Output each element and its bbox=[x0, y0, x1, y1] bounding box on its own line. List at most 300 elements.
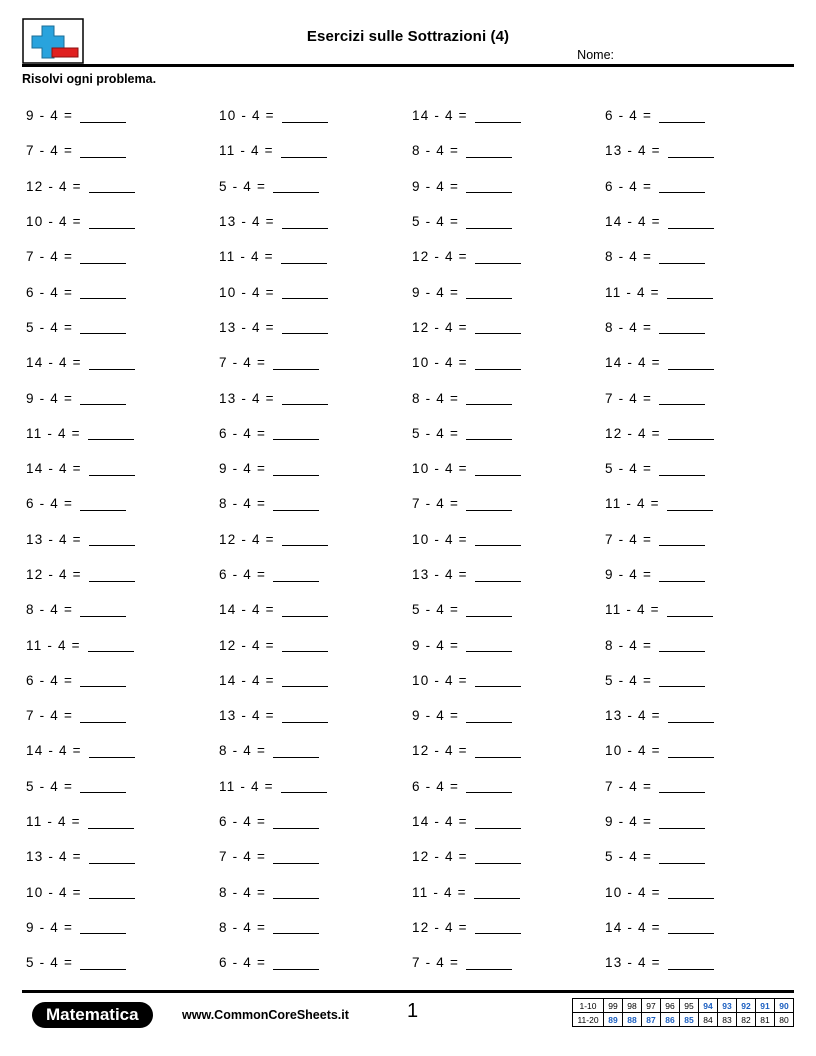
problem-expression: 13 - 4 = bbox=[605, 708, 661, 724]
problem-item bbox=[408, 910, 601, 945]
problem-item bbox=[215, 274, 408, 309]
answer-blank[interactable] bbox=[282, 320, 328, 334]
problem-item bbox=[408, 416, 601, 451]
problem-expression: 7 - 4 = bbox=[605, 531, 653, 547]
answer-key-row-2-label: 11-20 bbox=[573, 1013, 604, 1027]
problem-expression: 11 - 4 = bbox=[219, 249, 274, 265]
problem-expression: 9 - 4 = bbox=[605, 567, 653, 582]
problem-item bbox=[601, 839, 794, 874]
problem-expression: 8 - 4 = bbox=[26, 602, 74, 618]
answer-key-cell: 97 bbox=[642, 999, 661, 1013]
answer-blank[interactable] bbox=[475, 320, 521, 334]
problem-item bbox=[22, 698, 215, 733]
answer-blank[interactable] bbox=[89, 744, 135, 758]
answer-blank[interactable] bbox=[659, 320, 705, 334]
problem-item bbox=[22, 169, 215, 204]
problems-grid bbox=[22, 98, 794, 980]
problem-item bbox=[215, 945, 408, 980]
answer-blank[interactable] bbox=[659, 109, 705, 123]
problem-item bbox=[215, 804, 408, 839]
problem-item bbox=[22, 875, 215, 910]
problem-item bbox=[601, 239, 794, 274]
problem-expression: 14 - 4 = bbox=[605, 919, 661, 935]
answer-blank[interactable] bbox=[466, 426, 512, 440]
problem-expression: 7 - 4 = bbox=[605, 778, 653, 794]
problem-expression: 11 - 4 = bbox=[605, 496, 660, 512]
problem-expression: 11 - 4 = bbox=[605, 602, 660, 618]
answer-blank[interactable] bbox=[282, 391, 328, 405]
problem-expression: 9 - 4 = bbox=[219, 461, 267, 477]
problem-expression: 13 - 4 = bbox=[219, 708, 275, 724]
problem-item bbox=[22, 733, 215, 768]
answer-blank[interactable] bbox=[88, 426, 134, 440]
answer-blank[interactable] bbox=[667, 285, 713, 299]
answer-blank[interactable] bbox=[659, 673, 705, 687]
answer-blank[interactable] bbox=[281, 144, 327, 158]
problem-expression: 7 - 4 = bbox=[412, 955, 460, 971]
problem-expression: 11 - 4 = bbox=[26, 425, 81, 441]
problem-item bbox=[601, 310, 794, 345]
problem-expression: 6 - 4 = bbox=[219, 567, 267, 582]
answer-blank[interactable] bbox=[659, 391, 705, 405]
answer-blank[interactable] bbox=[89, 215, 135, 229]
instructions-text: Risolvi ogni problema. bbox=[22, 72, 157, 86]
answer-blank[interactable] bbox=[88, 815, 134, 829]
problem-expression: 8 - 4 = bbox=[219, 496, 267, 512]
problem-item bbox=[408, 592, 601, 627]
answer-blank[interactable] bbox=[475, 744, 521, 758]
problem-item bbox=[601, 592, 794, 627]
problem-item bbox=[408, 945, 601, 980]
answer-blank[interactable] bbox=[80, 920, 126, 934]
problem-item bbox=[22, 239, 215, 274]
problem-expression: 10 - 4 = bbox=[605, 884, 661, 900]
answer-blank[interactable] bbox=[466, 638, 512, 652]
problem-expression: 9 - 4 = bbox=[26, 390, 74, 406]
answer-blank[interactable] bbox=[466, 285, 512, 299]
answer-blank[interactable] bbox=[273, 885, 319, 899]
problem-expression: 5 - 4 = bbox=[605, 849, 653, 865]
problem-item bbox=[408, 274, 601, 309]
answer-blank[interactable] bbox=[668, 215, 714, 229]
answer-blank[interactable] bbox=[80, 956, 126, 970]
answer-blank[interactable] bbox=[668, 744, 714, 758]
problem-expression: 8 - 4 = bbox=[605, 637, 653, 653]
answer-blank[interactable] bbox=[80, 391, 126, 405]
answer-blank[interactable] bbox=[475, 920, 521, 934]
answer-blank[interactable] bbox=[668, 426, 714, 440]
answer-blank[interactable] bbox=[88, 638, 134, 652]
answer-blank[interactable] bbox=[273, 815, 319, 829]
problem-expression: 11 - 4 = bbox=[26, 637, 81, 653]
problem-expression: 6 - 4 = bbox=[26, 496, 74, 512]
answer-key-cell: 90 bbox=[775, 999, 794, 1013]
answer-blank[interactable] bbox=[466, 144, 512, 158]
problem-expression: 12 - 4 = bbox=[412, 919, 468, 935]
footer-divider bbox=[22, 990, 794, 993]
answer-blank[interactable] bbox=[282, 215, 328, 229]
problem-item bbox=[215, 557, 408, 592]
problem-expression: 5 - 4 = bbox=[26, 955, 74, 971]
problem-item bbox=[215, 345, 408, 380]
answer-blank[interactable] bbox=[659, 779, 705, 793]
problem-expression: 7 - 4 = bbox=[605, 390, 653, 406]
answer-key-cell: 88 bbox=[623, 1013, 642, 1027]
problem-item bbox=[408, 627, 601, 662]
answer-blank[interactable] bbox=[659, 250, 705, 264]
problem-expression: 10 - 4 = bbox=[412, 531, 468, 547]
problem-item bbox=[215, 239, 408, 274]
answer-blank[interactable] bbox=[89, 885, 135, 899]
answer-key-cell: 86 bbox=[661, 1013, 680, 1027]
problem-expression: 10 - 4 = bbox=[219, 284, 275, 300]
problem-item bbox=[408, 804, 601, 839]
problem-expression: 14 - 4 = bbox=[605, 355, 661, 371]
answer-blank[interactable] bbox=[281, 250, 327, 264]
problem-expression: 6 - 4 = bbox=[26, 672, 74, 688]
answer-blank[interactable] bbox=[668, 920, 714, 934]
problem-expression: 12 - 4 = bbox=[219, 637, 275, 653]
problem-item bbox=[215, 310, 408, 345]
problem-item bbox=[22, 204, 215, 239]
problem-expression: 10 - 4 = bbox=[219, 108, 275, 124]
problem-expression: 6 - 4 = bbox=[219, 955, 267, 971]
answer-blank[interactable] bbox=[80, 109, 126, 123]
answer-blank[interactable] bbox=[80, 285, 126, 299]
answer-blank[interactable] bbox=[659, 462, 705, 476]
answer-blank[interactable] bbox=[466, 779, 512, 793]
answer-blank[interactable] bbox=[659, 850, 705, 864]
problem-item bbox=[215, 733, 408, 768]
answer-blank[interactable] bbox=[89, 532, 135, 546]
problem-item bbox=[215, 875, 408, 910]
problem-expression: 12 - 4 = bbox=[412, 849, 468, 865]
problem-expression: 11 - 4 = bbox=[412, 884, 467, 900]
answer-key-cell: 82 bbox=[737, 1013, 756, 1027]
answer-blank[interactable] bbox=[273, 744, 319, 758]
problem-expression: 11 - 4 = bbox=[219, 778, 274, 794]
page-title: Esercizi sulle Sottrazioni (4) bbox=[306, 28, 510, 45]
problem-item bbox=[215, 910, 408, 945]
problem-expression: 8 - 4 = bbox=[219, 743, 267, 759]
answer-blank[interactable] bbox=[273, 850, 319, 864]
problem-expression: 5 - 4 = bbox=[412, 425, 460, 441]
answer-key-cell: 93 bbox=[718, 999, 737, 1013]
problem-item bbox=[601, 522, 794, 557]
problem-expression: 14 - 4 = bbox=[26, 743, 82, 759]
answer-blank[interactable] bbox=[466, 956, 512, 970]
problem-expression: 10 - 4 = bbox=[605, 743, 661, 759]
answer-blank[interactable] bbox=[474, 885, 520, 899]
problem-expression: 8 - 4 = bbox=[412, 390, 460, 406]
answer-key-cell: 80 bbox=[775, 1013, 794, 1027]
problem-item bbox=[215, 663, 408, 698]
problem-item bbox=[601, 804, 794, 839]
answer-blank[interactable] bbox=[659, 532, 705, 546]
answer-blank[interactable] bbox=[273, 568, 319, 582]
answer-blank[interactable] bbox=[273, 356, 319, 370]
problem-item bbox=[601, 627, 794, 662]
answer-blank[interactable] bbox=[475, 532, 521, 546]
problem-item bbox=[215, 380, 408, 415]
problem-expression: 5 - 4 = bbox=[219, 178, 267, 194]
problem-item bbox=[601, 133, 794, 168]
answer-blank[interactable] bbox=[668, 356, 714, 370]
problem-item bbox=[215, 769, 408, 804]
problem-expression: 13 - 4 = bbox=[605, 955, 661, 971]
answer-blank[interactable] bbox=[282, 638, 328, 652]
problem-expression: 6 - 4 = bbox=[605, 108, 653, 124]
problem-item bbox=[22, 133, 215, 168]
answer-blank[interactable] bbox=[89, 356, 135, 370]
answer-blank[interactable] bbox=[282, 285, 328, 299]
problem-expression: 11 - 4 = bbox=[605, 284, 660, 300]
worksheet-header bbox=[22, 18, 794, 66]
answer-key-table bbox=[572, 998, 794, 1027]
problem-expression: 7 - 4 = bbox=[219, 355, 267, 371]
answer-blank[interactable] bbox=[80, 709, 126, 723]
problem-expression: 8 - 4 = bbox=[412, 143, 460, 159]
problem-item bbox=[408, 663, 601, 698]
answer-key-cell: 83 bbox=[718, 1013, 737, 1027]
answer-key-row-1-label: 1-10 bbox=[573, 999, 604, 1013]
problem-expression: 5 - 4 = bbox=[412, 214, 460, 230]
problem-expression: 8 - 4 = bbox=[605, 319, 653, 335]
problem-item bbox=[215, 698, 408, 733]
answer-blank[interactable] bbox=[282, 709, 328, 723]
header-divider bbox=[22, 64, 794, 67]
answer-blank[interactable] bbox=[466, 391, 512, 405]
problem-item bbox=[601, 204, 794, 239]
answer-blank[interactable] bbox=[80, 673, 126, 687]
answer-key-row-1 bbox=[573, 999, 794, 1013]
answer-blank[interactable] bbox=[668, 956, 714, 970]
worksheet-footer bbox=[22, 996, 794, 1042]
problem-expression: 14 - 4 = bbox=[605, 214, 661, 230]
problem-item bbox=[215, 592, 408, 627]
problem-expression: 7 - 4 = bbox=[26, 143, 74, 159]
problem-item bbox=[22, 98, 215, 133]
problem-expression: 10 - 4 = bbox=[26, 884, 82, 900]
problem-item bbox=[22, 627, 215, 662]
problem-expression: 11 - 4 = bbox=[219, 143, 274, 159]
problem-item bbox=[215, 627, 408, 662]
answer-blank[interactable] bbox=[475, 568, 521, 582]
problem-expression: 13 - 4 = bbox=[219, 390, 275, 406]
problem-item bbox=[22, 416, 215, 451]
answer-key-cell: 89 bbox=[604, 1013, 623, 1027]
problem-item bbox=[601, 345, 794, 380]
problem-item bbox=[22, 310, 215, 345]
answer-blank[interactable] bbox=[475, 109, 521, 123]
problem-item bbox=[215, 839, 408, 874]
problem-expression: 14 - 4 = bbox=[219, 672, 275, 688]
problem-expression: 7 - 4 = bbox=[26, 249, 74, 265]
problem-expression: 9 - 4 = bbox=[605, 814, 653, 830]
answer-blank[interactable] bbox=[282, 532, 328, 546]
answer-blank[interactable] bbox=[89, 179, 135, 193]
answer-blank[interactable] bbox=[273, 920, 319, 934]
problem-item bbox=[601, 169, 794, 204]
problem-item bbox=[215, 416, 408, 451]
answer-key-cell: 95 bbox=[680, 999, 699, 1013]
answer-blank[interactable] bbox=[659, 179, 705, 193]
answer-blank[interactable] bbox=[475, 673, 521, 687]
problem-expression: 9 - 4 = bbox=[412, 708, 460, 724]
answer-blank[interactable] bbox=[273, 426, 319, 440]
problem-item bbox=[408, 733, 601, 768]
problem-item bbox=[215, 133, 408, 168]
name-field-label: Nome: bbox=[577, 48, 614, 62]
answer-blank[interactable] bbox=[281, 779, 327, 793]
answer-key-cell: 92 bbox=[737, 999, 756, 1013]
problem-item bbox=[601, 274, 794, 309]
problem-item bbox=[408, 522, 601, 557]
answer-blank[interactable] bbox=[475, 250, 521, 264]
answer-blank[interactable] bbox=[80, 144, 126, 158]
problem-item bbox=[601, 769, 794, 804]
answer-key-row-2 bbox=[573, 1013, 794, 1027]
problem-item bbox=[408, 133, 601, 168]
answer-blank[interactable] bbox=[475, 462, 521, 476]
answer-blank[interactable] bbox=[668, 709, 714, 723]
problem-item bbox=[22, 804, 215, 839]
problem-item bbox=[601, 98, 794, 133]
problem-expression: 5 - 4 = bbox=[26, 778, 74, 794]
problem-item bbox=[408, 169, 601, 204]
answer-blank[interactable] bbox=[273, 956, 319, 970]
problem-item bbox=[22, 380, 215, 415]
problem-expression: 6 - 4 = bbox=[26, 284, 74, 300]
problem-expression: 6 - 4 = bbox=[219, 425, 267, 441]
problem-item bbox=[408, 98, 601, 133]
problem-expression: 14 - 4 = bbox=[26, 461, 82, 477]
problem-item bbox=[408, 769, 601, 804]
brand-badge: Matematica bbox=[32, 1002, 153, 1028]
problem-item bbox=[22, 839, 215, 874]
problem-item bbox=[601, 663, 794, 698]
answer-blank[interactable] bbox=[667, 603, 713, 617]
problem-item bbox=[215, 169, 408, 204]
problem-item bbox=[22, 345, 215, 380]
answer-blank[interactable] bbox=[659, 568, 705, 582]
problem-expression: 6 - 4 = bbox=[412, 778, 460, 794]
problem-expression: 6 - 4 = bbox=[219, 814, 267, 830]
problem-item bbox=[408, 310, 601, 345]
answer-blank[interactable] bbox=[89, 568, 135, 582]
problem-item bbox=[22, 769, 215, 804]
answer-blank[interactable] bbox=[80, 497, 126, 511]
answer-blank[interactable] bbox=[466, 215, 512, 229]
answer-blank[interactable] bbox=[282, 673, 328, 687]
problem-item bbox=[22, 663, 215, 698]
problem-item bbox=[601, 733, 794, 768]
answer-blank[interactable] bbox=[668, 144, 714, 158]
problem-item bbox=[601, 557, 794, 592]
answer-blank[interactable] bbox=[89, 462, 135, 476]
problem-item bbox=[215, 204, 408, 239]
answer-key-cell: 96 bbox=[661, 999, 680, 1013]
problem-expression: 7 - 4 = bbox=[412, 496, 460, 512]
problem-item bbox=[601, 875, 794, 910]
problem-expression: 9 - 4 = bbox=[412, 637, 460, 653]
problem-expression: 9 - 4 = bbox=[412, 178, 460, 194]
answer-blank[interactable] bbox=[466, 603, 512, 617]
problem-expression: 7 - 4 = bbox=[219, 849, 267, 865]
answer-blank[interactable] bbox=[282, 603, 328, 617]
answer-blank[interactable] bbox=[80, 250, 126, 264]
problem-item bbox=[408, 239, 601, 274]
problem-item bbox=[408, 875, 601, 910]
answer-blank[interactable] bbox=[466, 179, 512, 193]
problem-expression: 9 - 4 = bbox=[26, 108, 74, 124]
answer-blank[interactable] bbox=[80, 779, 126, 793]
answer-blank[interactable] bbox=[89, 850, 135, 864]
problem-item bbox=[22, 451, 215, 486]
problem-expression: 12 - 4 = bbox=[26, 567, 82, 582]
problem-item bbox=[22, 522, 215, 557]
problem-item bbox=[601, 698, 794, 733]
website-url: www.CommonCoreSheets.it bbox=[182, 1008, 349, 1022]
problem-expression: 8 - 4 = bbox=[219, 919, 267, 935]
answer-blank[interactable] bbox=[667, 497, 713, 511]
answer-blank[interactable] bbox=[282, 109, 328, 123]
problem-expression: 8 - 4 = bbox=[219, 884, 267, 900]
problem-item bbox=[601, 380, 794, 415]
problem-expression: 12 - 4 = bbox=[219, 531, 275, 547]
answer-blank[interactable] bbox=[659, 638, 705, 652]
problem-expression: 5 - 4 = bbox=[26, 319, 74, 335]
problem-expression: 12 - 4 = bbox=[26, 178, 82, 194]
problem-expression: 5 - 4 = bbox=[605, 461, 653, 477]
answer-blank[interactable] bbox=[668, 885, 714, 899]
problem-expression: 13 - 4 = bbox=[26, 531, 82, 547]
problem-item bbox=[22, 910, 215, 945]
answer-blank[interactable] bbox=[273, 179, 319, 193]
problem-item bbox=[22, 557, 215, 592]
problem-item bbox=[215, 522, 408, 557]
answer-blank[interactable] bbox=[475, 850, 521, 864]
problem-expression: 13 - 4 = bbox=[219, 319, 275, 335]
answer-key-cell: 94 bbox=[699, 999, 718, 1013]
answer-blank[interactable] bbox=[80, 320, 126, 334]
answer-blank[interactable] bbox=[466, 709, 512, 723]
answer-blank[interactable] bbox=[466, 497, 512, 511]
problem-expression: 14 - 4 = bbox=[219, 602, 275, 618]
answer-key-cell: 85 bbox=[680, 1013, 699, 1027]
problem-item bbox=[215, 486, 408, 521]
problem-item bbox=[408, 451, 601, 486]
answer-blank[interactable] bbox=[80, 603, 126, 617]
problem-expression: 10 - 4 = bbox=[412, 461, 468, 477]
answer-blank[interactable] bbox=[273, 462, 319, 476]
answer-blank[interactable] bbox=[273, 497, 319, 511]
answer-blank[interactable] bbox=[659, 815, 705, 829]
problem-item bbox=[601, 910, 794, 945]
answer-blank[interactable] bbox=[475, 815, 521, 829]
page-number: 1 bbox=[407, 1000, 419, 1022]
problem-expression: 13 - 4 = bbox=[412, 567, 468, 582]
problem-item bbox=[408, 839, 601, 874]
answer-blank[interactable] bbox=[475, 356, 521, 370]
problem-expression: 13 - 4 = bbox=[219, 214, 275, 230]
problem-item bbox=[22, 486, 215, 521]
problem-expression: 9 - 4 = bbox=[26, 919, 74, 935]
problem-item bbox=[408, 557, 601, 592]
problem-expression: 14 - 4 = bbox=[412, 108, 468, 124]
problem-item bbox=[408, 204, 601, 239]
answer-key-cell: 81 bbox=[756, 1013, 775, 1027]
